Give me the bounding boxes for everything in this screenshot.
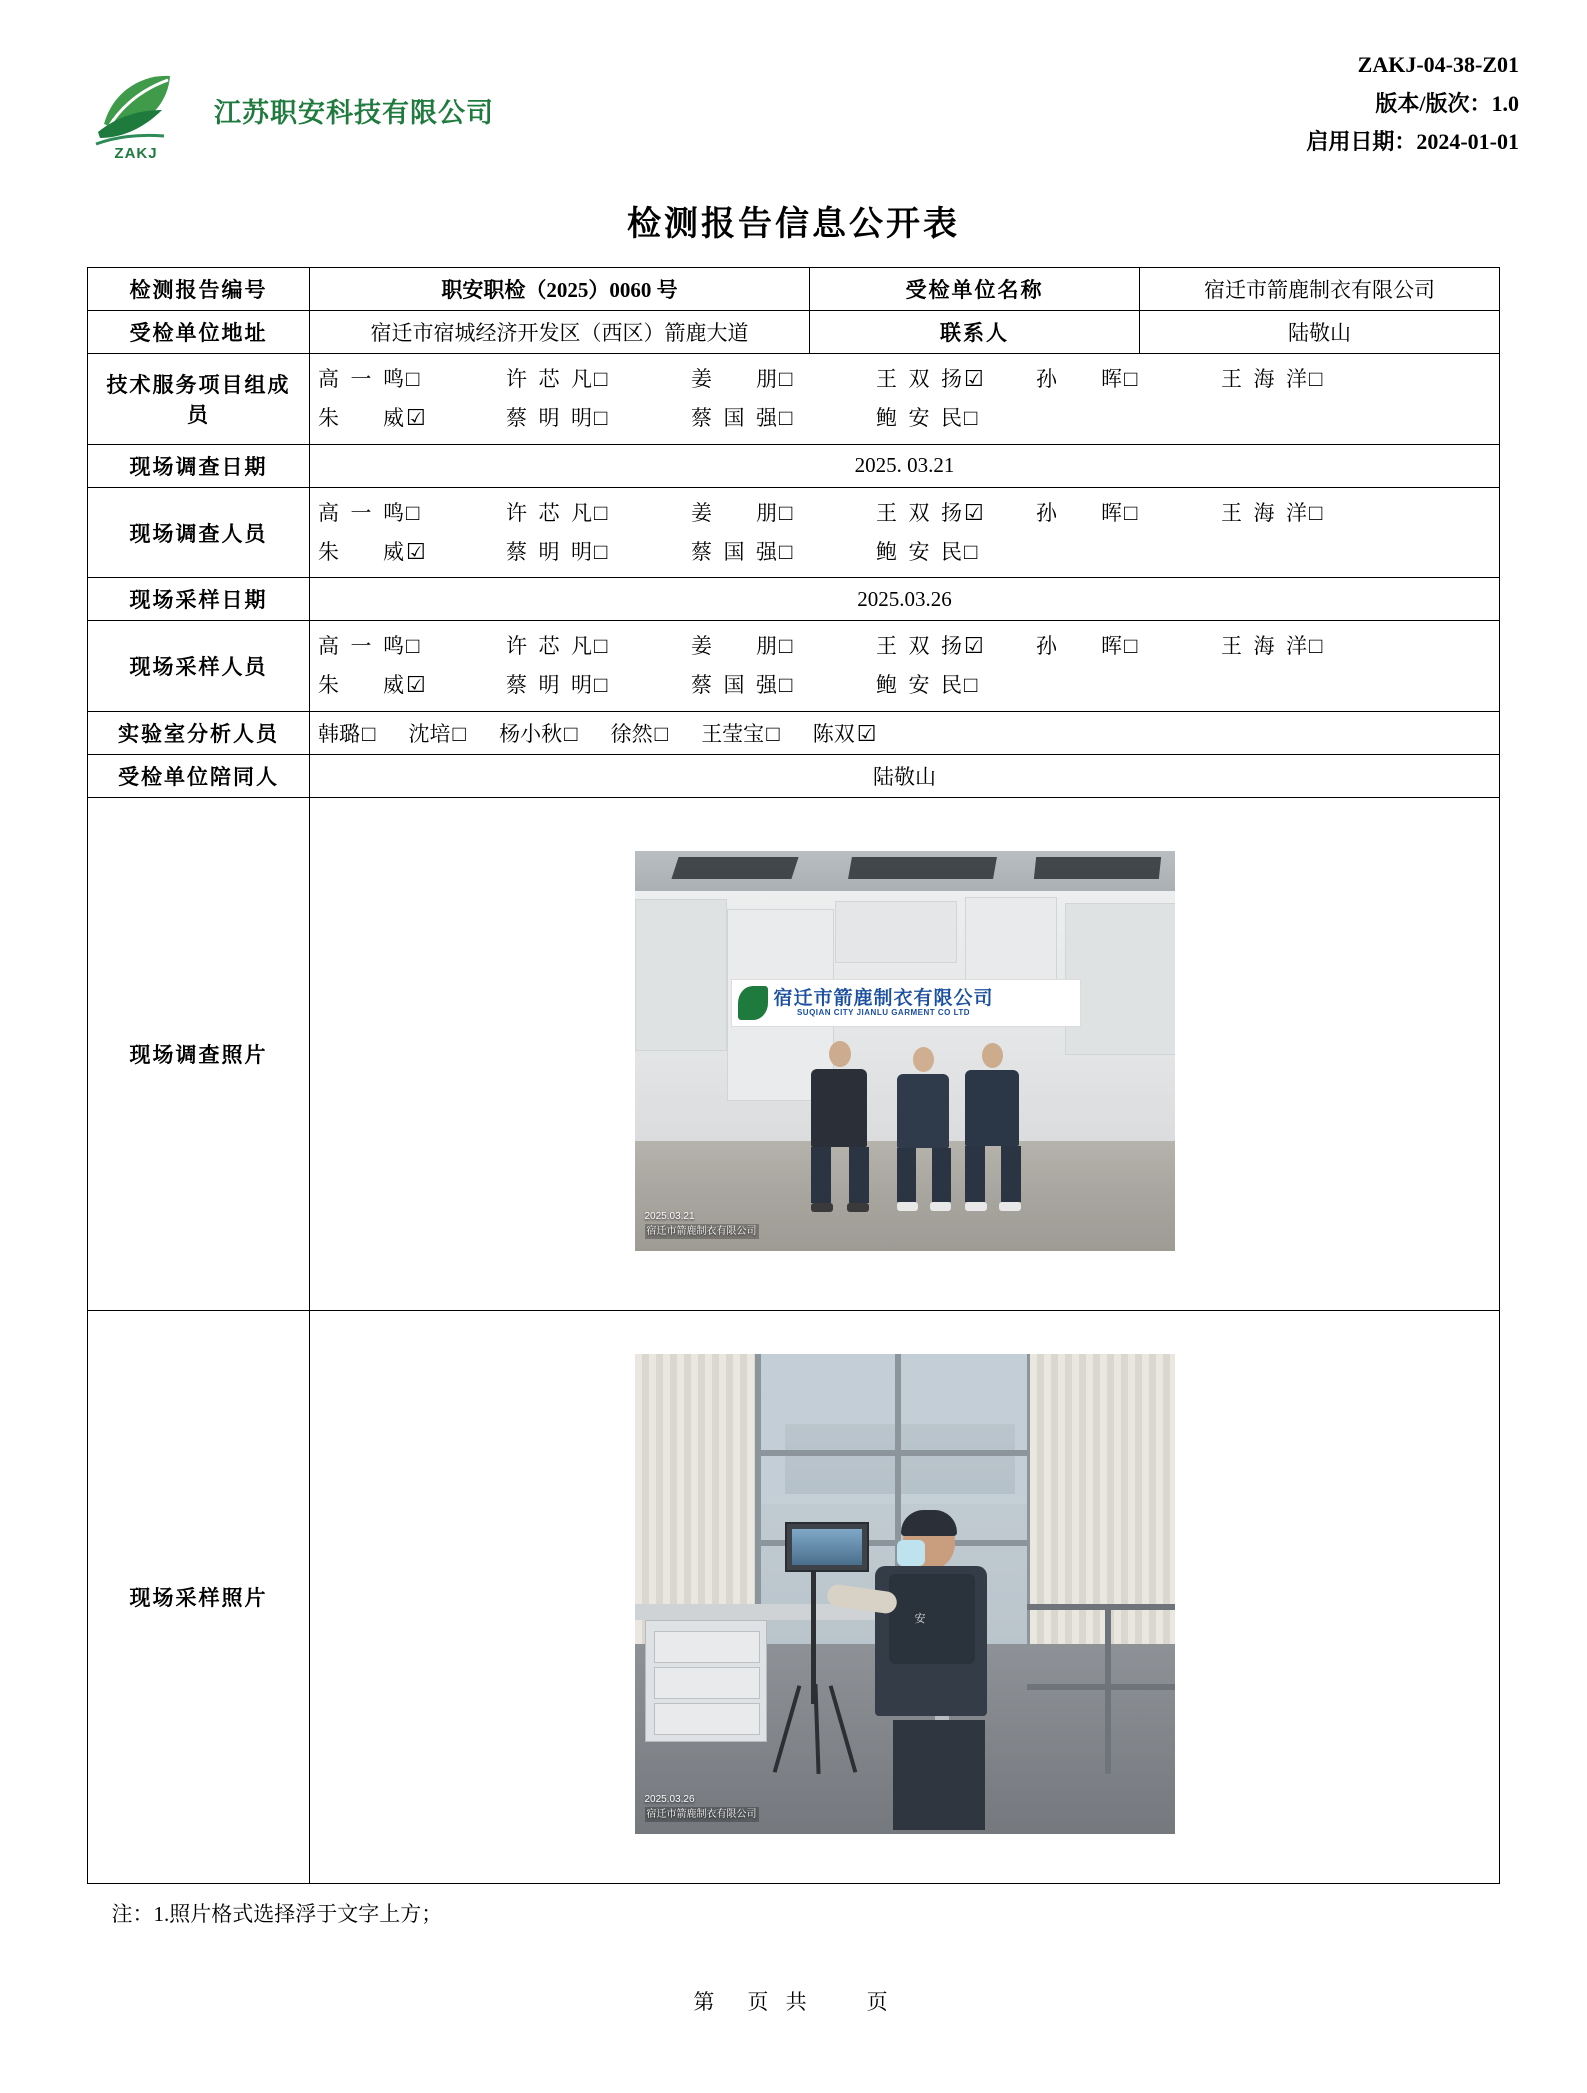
report-no-label: 检测报告编号 <box>88 268 310 311</box>
survey-photo-label: 现场调查照片 <box>88 798 310 1311</box>
checkbox-icon[interactable]: □ <box>654 721 668 747</box>
member-checkbox-item[interactable]: 姜 朋 □ <box>691 499 793 525</box>
member-checkbox-item[interactable]: 高一鸣 □ <box>318 366 420 391</box>
checkbox-icon[interactable]: □ <box>452 721 466 747</box>
table-row <box>88 755 1500 798</box>
banner-company-name-en: SUQIAN CITY JIANLU GARMENT CO LTD <box>796 1007 971 1017</box>
sampling-staff-label: 现场采样人员 <box>88 621 310 712</box>
team-members-cell <box>310 354 1500 445</box>
member-checkbox-item[interactable]: 蔡明明 □ <box>506 538 608 564</box>
member-checkbox-item[interactable]: 朱 威 ☑ <box>318 538 426 564</box>
member-checkbox-item[interactable]: 王海洋 □ <box>1221 499 1323 525</box>
checkbox-icon[interactable]: ☑ <box>406 404 426 430</box>
address-value: 宿迁市宿城经济开发区（西区）箭鹿大道 <box>310 311 810 354</box>
checkbox-icon[interactable]: □ <box>594 538 608 564</box>
member-checkbox-item[interactable]: 蔡国强 □ <box>691 538 793 564</box>
sampling-staff-row-2 <box>318 666 1491 705</box>
sampling-date-value: 2025.03.26 <box>310 578 1500 621</box>
member-checkbox-item[interactable]: 许芯凡 □ <box>506 633 608 659</box>
checkbox-icon[interactable]: ☑ <box>964 633 984 659</box>
checkbox-icon[interactable]: □ <box>964 404 978 430</box>
page-number: 第 页 共 页 <box>693 1990 894 2015</box>
checkbox-icon[interactable]: ☑ <box>964 366 984 391</box>
company-name: 江苏职安科技有限公司 <box>214 97 494 128</box>
survey-staff-row-2 <box>318 533 1491 572</box>
lab-staff-label: 实验室分析人员 <box>88 712 310 755</box>
photo-place: 宿迁市箭鹿制衣有限公司 <box>646 1226 757 1238</box>
team-members-row-2 <box>318 399 1491 438</box>
escort-value: 陆敬山 <box>310 755 1500 798</box>
sampling-date-label: 现场采样日期 <box>88 578 310 621</box>
member-checkbox-item[interactable]: 徐然 □ <box>610 721 668 747</box>
company-logo-icon <box>84 58 188 162</box>
table-row <box>88 354 1500 445</box>
checkbox-icon[interactable]: □ <box>779 404 793 430</box>
checkbox-icon[interactable]: □ <box>766 721 780 747</box>
checkbox-icon[interactable]: □ <box>406 366 420 391</box>
footnote: 注：1.照片格式选择浮于文字上方； <box>111 1902 443 1927</box>
survey-photo-cell <box>310 798 1500 1311</box>
team-members-row-1 <box>318 360 1491 399</box>
checkbox-icon[interactable]: □ <box>779 672 793 698</box>
report-no-value: 职安职检（2025）0060 号 <box>310 268 810 311</box>
person-figure <box>897 1047 951 1211</box>
table-row <box>88 798 1500 1311</box>
member-checkbox-item[interactable]: 韩璐 □ <box>318 721 376 747</box>
member-checkbox-item[interactable]: 王双扬 ☑ <box>876 366 984 391</box>
member-checkbox-item[interactable]: 朱 威 ☑ <box>318 404 426 430</box>
checkbox-icon[interactable]: ☑ <box>406 538 426 564</box>
photo-timestamp-overlay <box>645 1209 759 1239</box>
member-checkbox-item[interactable]: 鲍安民 □ <box>876 672 978 698</box>
member-checkbox-item[interactable]: 蔡明明 □ <box>506 404 608 430</box>
table-row <box>88 444 1500 487</box>
sampling-staff-row-1 <box>318 627 1491 666</box>
person-figure <box>811 1041 869 1212</box>
checkbox-icon[interactable]: □ <box>779 538 793 564</box>
header-meta <box>1306 40 1519 162</box>
client-label: 受检单位名称 <box>810 268 1140 311</box>
checkbox-icon[interactable]: □ <box>564 721 578 747</box>
checkbox-icon[interactable]: □ <box>594 499 608 525</box>
table-row <box>88 712 1500 755</box>
checkbox-icon[interactable]: □ <box>406 499 420 525</box>
member-checkbox-item[interactable]: 王莹宝 □ <box>701 721 780 747</box>
worker-figure <box>875 1514 995 1716</box>
sampling-photo-cell <box>310 1311 1500 1884</box>
doc-code: ZAKJ-04-38-Z01 <box>1357 52 1519 77</box>
table-row <box>88 311 1500 354</box>
checkbox-icon[interactable]: □ <box>362 721 376 747</box>
banner-company-name-cn: 宿迁市箭鹿制衣有限公司 <box>773 987 994 1009</box>
member-checkbox-item[interactable]: 杨小秋 □ <box>499 721 578 747</box>
member-checkbox-item[interactable]: 蔡明明 □ <box>506 672 608 698</box>
member-checkbox-item[interactable]: 蔡国强 □ <box>691 672 793 698</box>
member-checkbox-item[interactable]: 沈培 □ <box>408 721 466 747</box>
member-checkbox-item[interactable]: 蔡国强 □ <box>691 404 793 430</box>
checkbox-icon[interactable]: □ <box>1309 499 1323 525</box>
member-checkbox-item[interactable]: 许芯凡 □ <box>506 499 608 525</box>
company-banner <box>731 979 1081 1027</box>
contact-label: 联系人 <box>810 311 1140 354</box>
lab-staff-cell <box>310 712 1500 755</box>
survey-staff-cell <box>310 487 1500 578</box>
table-row <box>88 621 1500 712</box>
member-checkbox-item[interactable]: 姜 朋 □ <box>691 633 793 659</box>
client-value: 宿迁市箭鹿制衣有限公司 <box>1140 268 1500 311</box>
address-label: 受检单位地址 <box>88 311 310 354</box>
checkbox-icon[interactable]: □ <box>1309 366 1323 391</box>
contact-value: 陆敬山 <box>1140 311 1500 354</box>
team-label: 技术服务项目组成员 <box>88 354 310 445</box>
checkbox-icon[interactable]: ☑ <box>964 499 984 525</box>
photo-date: 2025.03.21 <box>644 1211 695 1223</box>
member-checkbox-item[interactable]: 孙 晖 □ <box>1036 633 1138 659</box>
document-header <box>60 40 1527 162</box>
member-checkbox-item[interactable]: 孙 晖 □ <box>1036 499 1138 525</box>
person-figure <box>965 1043 1021 1211</box>
checkbox-icon[interactable]: ☑ <box>406 672 426 698</box>
svg-text:ZAKJ: ZAKJ <box>114 145 158 162</box>
checkbox-icon[interactable]: □ <box>1309 633 1323 659</box>
checkbox-icon[interactable]: □ <box>1124 633 1138 659</box>
sampling-photo-label: 现场采样照片 <box>88 1311 310 1884</box>
vest-text: 安 <box>914 1613 926 1626</box>
member-checkbox-item[interactable]: 陈双 ☑ <box>812 721 877 747</box>
survey-photo-image <box>635 851 1175 1251</box>
checkbox-icon[interactable]: □ <box>594 672 608 698</box>
table-row <box>88 487 1500 578</box>
checkbox-icon[interactable]: ☑ <box>856 721 877 747</box>
checkbox-icon[interactable]: □ <box>1124 366 1138 391</box>
checkbox-icon[interactable]: □ <box>1124 499 1138 525</box>
brand-block <box>84 40 494 162</box>
doc-effective-date: 启用日期：2024-01-01 <box>1306 129 1519 154</box>
checkbox-icon[interactable]: □ <box>779 633 793 659</box>
photo-place: 宿迁市箭鹿制衣有限公司 <box>646 1809 757 1821</box>
member-checkbox-item[interactable]: 王海洋 □ <box>1221 366 1323 391</box>
page-title: 检测报告信息公开表 <box>627 206 960 243</box>
member-checkbox-item[interactable]: 鲍安民 □ <box>876 404 978 430</box>
member-checkbox-item[interactable]: 朱 威 ☑ <box>318 672 426 698</box>
table-row <box>88 578 1500 621</box>
member-checkbox-item[interactable]: 王双扬 ☑ <box>876 633 984 659</box>
member-checkbox-item[interactable]: 王双扬 ☑ <box>876 499 984 525</box>
member-checkbox-item[interactable]: 许芯凡 □ <box>506 366 608 391</box>
checkbox-icon[interactable]: □ <box>779 499 793 525</box>
checkbox-icon[interactable]: □ <box>594 366 608 391</box>
sampling-photo-image <box>635 1354 1175 1834</box>
survey-date-label: 现场调查日期 <box>88 444 310 487</box>
table-row <box>88 1311 1500 1884</box>
member-checkbox-item[interactable]: 王海洋 □ <box>1221 633 1323 659</box>
survey-date-value: 2025. 03.21 <box>310 444 1500 487</box>
member-checkbox-item[interactable]: 高一鸣 □ <box>318 633 420 659</box>
member-checkbox-item[interactable]: 姜 朋 □ <box>691 366 793 391</box>
checkbox-icon[interactable]: □ <box>406 633 420 659</box>
report-info-table <box>87 267 1500 1884</box>
checkbox-icon[interactable]: □ <box>964 538 978 564</box>
photo-timestamp-overlay <box>645 1792 759 1822</box>
member-checkbox-item[interactable]: 鲍安民 □ <box>876 538 978 564</box>
doc-version: 版本/版次：1.0 <box>1375 90 1519 116</box>
survey-staff-label: 现场调查人员 <box>88 487 310 578</box>
escort-label: 受检单位陪同人 <box>88 755 310 798</box>
member-checkbox-item[interactable]: 孙 晖 □ <box>1036 366 1138 391</box>
checkbox-icon[interactable]: □ <box>964 672 978 698</box>
photo-date: 2025.03.26 <box>644 1794 695 1806</box>
survey-staff-row-1 <box>318 494 1491 533</box>
sampling-staff-cell <box>310 621 1500 712</box>
checkbox-icon[interactable]: □ <box>594 404 608 430</box>
table-row <box>88 268 1500 311</box>
checkbox-icon[interactable]: □ <box>594 633 608 659</box>
checkbox-icon[interactable]: □ <box>779 366 793 391</box>
member-checkbox-item[interactable]: 高一鸣 □ <box>318 499 420 525</box>
